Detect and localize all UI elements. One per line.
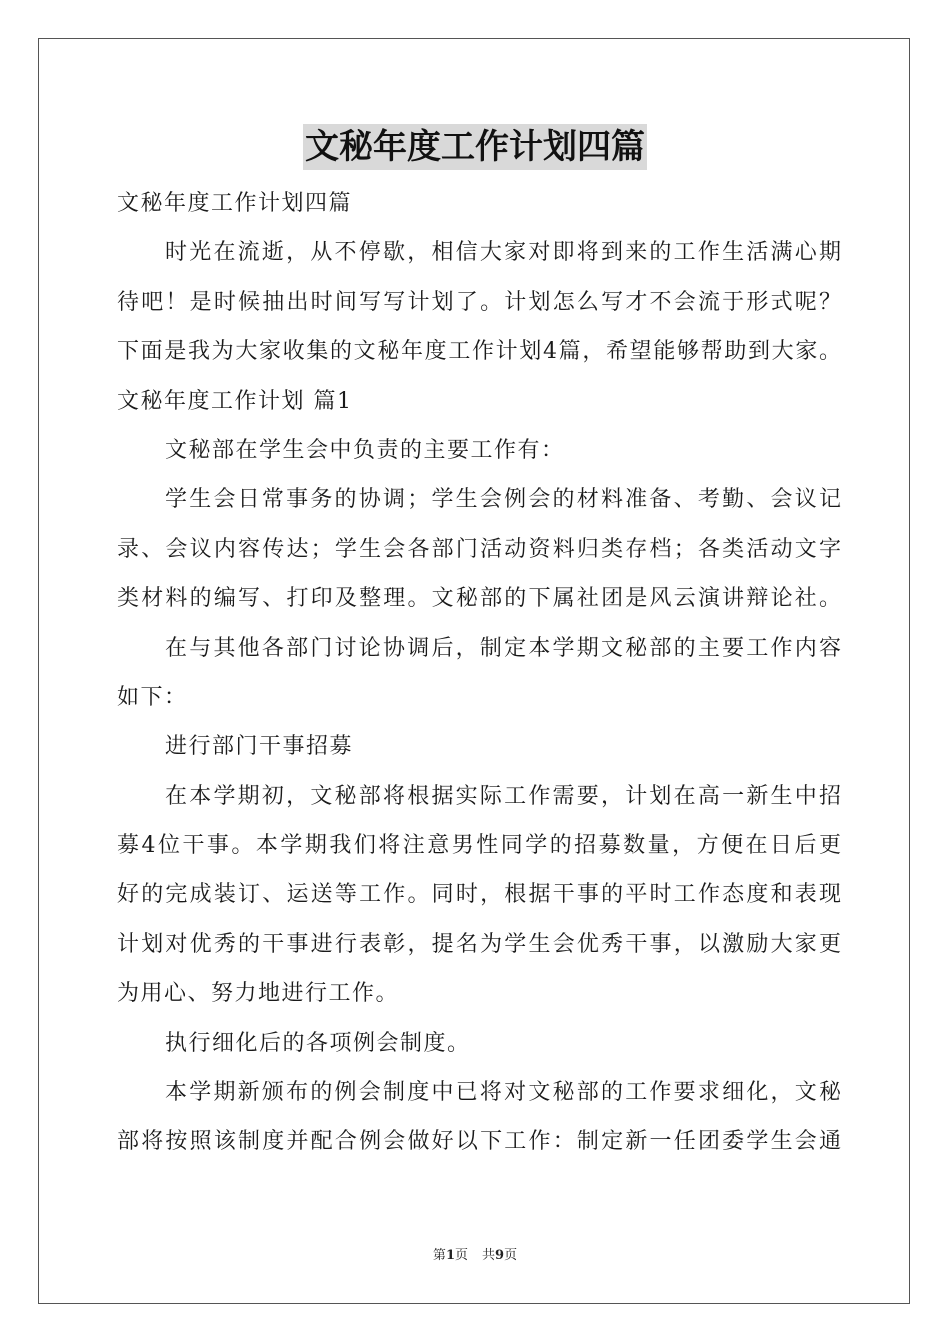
text-line: 下面是我为大家收集的文秘年度工作计划4篇，希望能够帮助到大家。 bbox=[117, 339, 841, 365]
text-line: 执行细化后的各项例会制度。 bbox=[165, 1030, 471, 1056]
current-page-number: 1 bbox=[445, 1248, 455, 1263]
text-line: 待吧！是时候抽出时间写写计划了。计划怎么写才不会流于形式呢？ bbox=[117, 289, 841, 315]
page-footer bbox=[0, 1244, 950, 1263]
document-body bbox=[117, 179, 841, 1167]
text-line: 募4位干事。本学期我们将注意男性同学的招募数量，方便在日后更 bbox=[117, 833, 841, 859]
total-prefix: 共 bbox=[482, 1248, 496, 1263]
text-line: 如下： bbox=[117, 684, 188, 710]
text-line: 计划对优秀的干事进行表彰，提名为学生会优秀干事，以激励大家更 bbox=[117, 931, 841, 957]
page-prefix: 第 bbox=[432, 1248, 446, 1263]
text-line: 在本学期初，文秘部将根据实际工作需要，计划在高一新生中招 bbox=[165, 783, 841, 809]
total-page-number: 9 bbox=[495, 1248, 505, 1263]
document-title: 文秘年度工作计划四篇 bbox=[303, 124, 647, 170]
text-line: 本学期新颁布的例会制度中已将对文秘部的工作要求细化，文秘 bbox=[165, 1080, 841, 1106]
text-line: 部将按照该制度并配合例会做好以下工作：制定新一任团委学生会通 bbox=[117, 1129, 841, 1155]
text-line: 文秘部在学生会中负责的主要工作有： bbox=[165, 437, 565, 463]
text-line: 文秘年度工作计划 篇1 bbox=[117, 388, 353, 414]
text-line: 文秘年度工作计划四篇 bbox=[117, 191, 353, 216]
text-line: 类材料的编写、打印及整理。文秘部的下属社团是风云演讲辩论社。 bbox=[117, 586, 841, 612]
text-line: 录、会议内容传达；学生会各部门活动资料归类存档；各类活动文字 bbox=[117, 536, 841, 562]
text-line: 为用心、努力地进行工作。 bbox=[117, 981, 400, 1007]
text-line: 好的完成装订、运送等工作。同时，根据干事的平时工作态度和表现 bbox=[117, 882, 841, 908]
page-unit: 页 bbox=[454, 1248, 468, 1263]
title-container bbox=[0, 124, 950, 170]
total-unit: 页 bbox=[504, 1248, 518, 1263]
text-line: 学生会日常事务的协调；学生会例会的材料准备、考勤、会议记 bbox=[165, 487, 841, 513]
text-line: 在与其他各部门讨论协调后，制定本学期文秘部的主要工作内容 bbox=[165, 635, 841, 661]
text-line: 时光在流逝，从不停歇，相信大家对即将到来的工作生活满心期 bbox=[165, 240, 841, 266]
text-line: 进行部门干事招募 bbox=[165, 734, 354, 760]
